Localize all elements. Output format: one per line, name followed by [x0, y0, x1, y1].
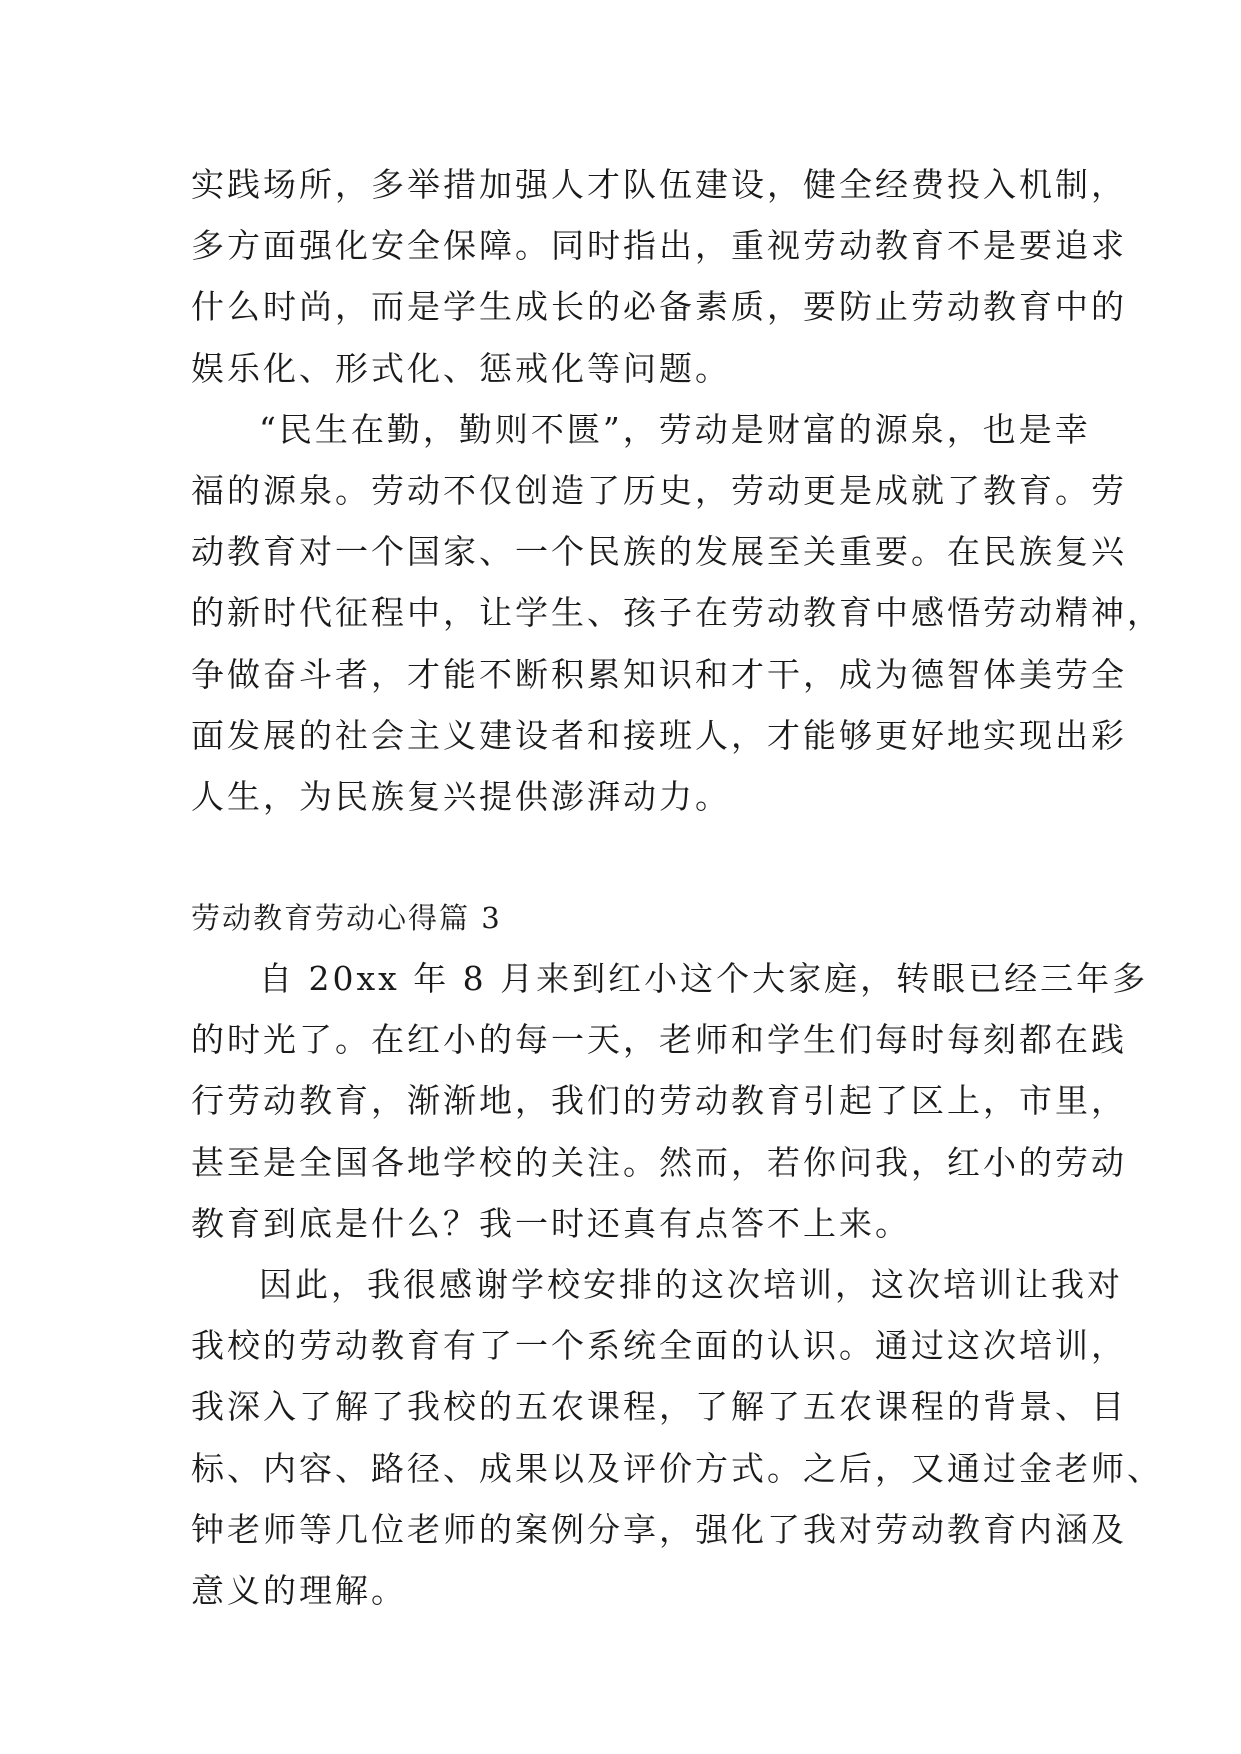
section-spacer: [191, 827, 1051, 888]
text-line: 娱乐化、形式化、惩戒化等问题。: [191, 348, 731, 388]
text-line: 争做奋斗者，才能不断积累知识和才干，成为德智体美劳全: [191, 654, 1127, 694]
text-line: 的新时代征程中，让学生、孩子在劳动教育中感悟劳动精神，: [191, 593, 1163, 633]
text-line: 我校的劳动教育有了一个系统全面的认识。通过这次培训，: [191, 1326, 1127, 1366]
paragraph: [191, 948, 1149, 1254]
text-line: 福的源泉。劳动不仅创造了历史，劳动更是成就了教育。劳: [191, 470, 1127, 510]
text-line: “民生在勤，勤则不匮”，劳动是财富的源泉，也是幸: [259, 409, 1091, 449]
text-line: 因此，我很感谢学校安排的这次培训，这次培训让我对: [259, 1265, 1123, 1304]
section-heading: 劳动教育劳动心得篇 3: [191, 901, 502, 936]
text-line: 钟老师等几位老师的案例分享，强化了我对劳动教育内涵及: [191, 1509, 1127, 1549]
paragraph: [191, 1254, 1163, 1621]
text-line: 自 20xx 年 8 月来到红小这个大家庭，转眼已经三年多: [259, 959, 1149, 999]
text-line: 人生，为民族复兴提供澎湃动力。: [191, 776, 731, 816]
document-body: [191, 154, 1163, 1621]
text-line: 动教育对一个国家、一个民族的发展至关重要。在民族复兴: [191, 532, 1127, 572]
text-line: 实践场所，多举措加强人才队伍建设，健全经费投入机制，: [191, 165, 1127, 204]
paragraph-continuation: [191, 154, 1127, 399]
text-line: 我深入了解了我校的五农课程，了解了五农课程的背景、目: [191, 1387, 1127, 1427]
text-line: 多方面强化安全保障。同时指出，重视劳动教育不是要追求: [191, 226, 1127, 266]
text-line: 教育到底是什么？我一时还真有点答不上来。: [191, 1203, 911, 1243]
text-line: 面发展的社会主义建设者和接班人，才能够更好地实现出彩: [191, 715, 1127, 755]
text-line: 的时光了。在红小的每一天，老师和学生们每时每刻都在践: [191, 1020, 1127, 1060]
text-line: 标、内容、路径、成果以及评价方式。之后，又通过金老师、: [191, 1448, 1163, 1488]
text-line: 什么时尚，而是学生成长的必备素质，要防止劳动教育中的: [191, 287, 1127, 327]
text-line: 甚至是全国各地学校的关注。然而，若你问我，红小的劳动: [191, 1142, 1127, 1182]
text-line: 行劳动教育，渐渐地，我们的劳动教育引起了区上，市里，: [191, 1081, 1127, 1121]
text-line: 意义的理解。: [191, 1570, 407, 1610]
paragraph: [191, 399, 1163, 827]
